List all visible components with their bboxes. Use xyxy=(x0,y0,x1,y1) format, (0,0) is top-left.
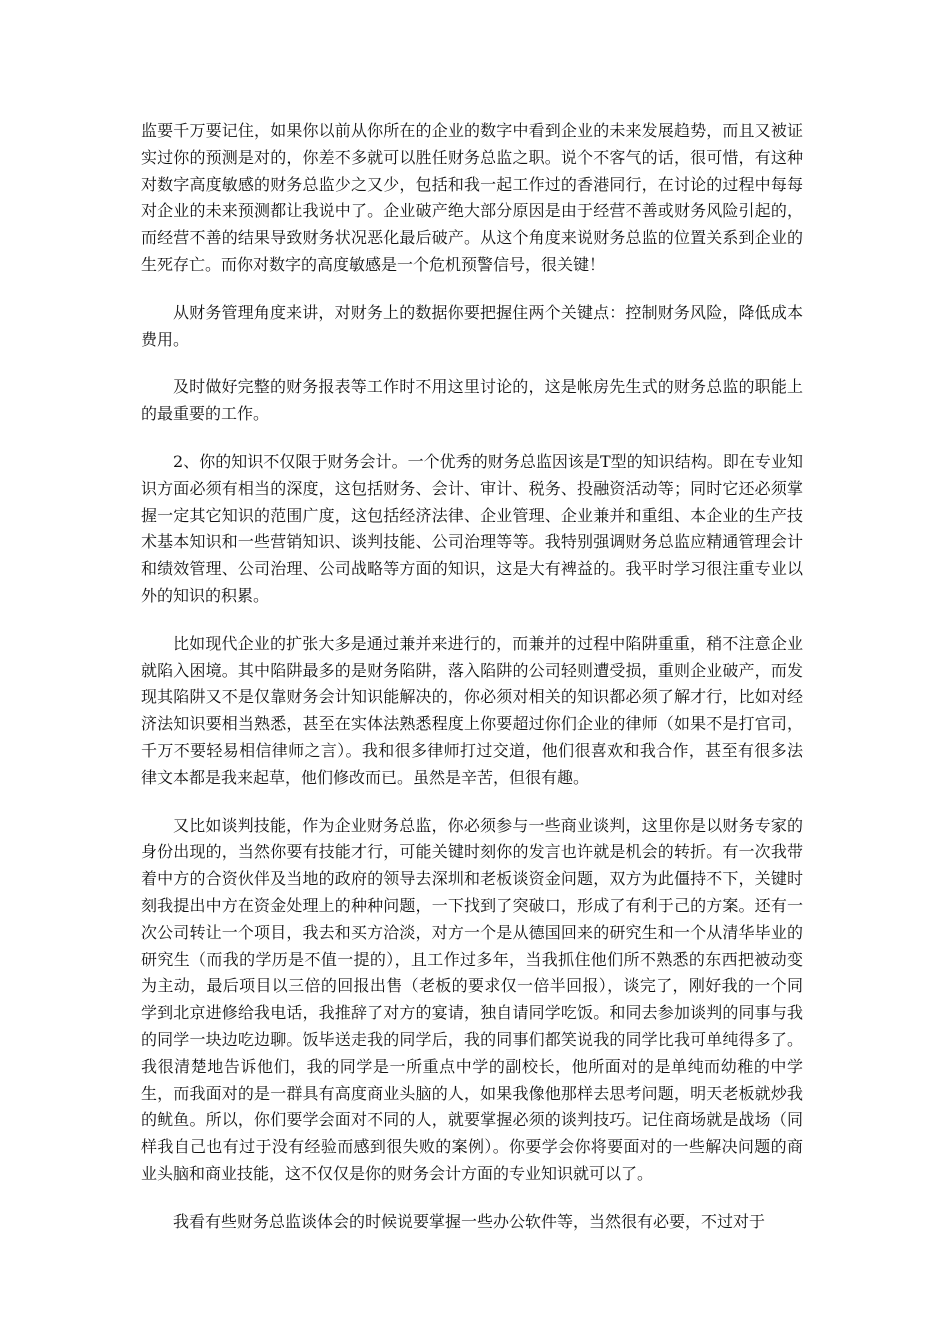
paragraph-negotiation: 又比如谈判技能，作为企业财务总监，你必须参与一些商业谈判，这里你是以财务专家的身份出现的，当然你要有技能才行，可能关键时刻你的发言也许就是机会的转折。有一次我带着中方的合资伙伴及当地的政府的领导去深圳和老板谈资金问题，双方为此僵持不下，关键时刻我提出中方在资金处理上的种种问题，一下找到了突破口，形成了有利于己的方案。还有一次公司转让一个项目，我去和买方洽淡，对方一个是从德国回来的研究生和一个从清华毕业的研究生（而我的学历是不值一提的），且工作过多年，当我抓住他们所不熟悉的东西把被动变为主动，最后项目以三倍的回报出售（老板的要求仅一倍半回报），谈完了，刚好我的一个同学到北京进修给我电话，我推辞了对方的宴请，独自请同学吃饭。和同去参加谈判的同事与我的同学一块边吃边聊。饭毕送走我的同学后，我的同事们都笑说我的同学比我可单纯得多了。我很清楚地告诉他们，我的同学是一所重点中学的副校长，他所面对的是单纯而幼稚的中学生，而我面对的是一群具有高度商业头脑的人，如果我像他那样去思考问题，明天老板就炒我的鱿鱼。所以，你们要学会面对不同的人，就要掌握必须的谈判技巧。记住商场就是战场（同样我自己也有过于没有经验而感到很失败的案例）。你要学会你将要面对的一些解决问题的商业头脑和商业技能，这不仅仅是你的财务会计方面的专业知识就可以了。 xyxy=(141,815,803,1183)
paragraph-office-software: 我看有些财务总监谈体会的时候说要掌握一些办公软件等，当然很有必要，不过对于 xyxy=(173,1211,766,1231)
paragraph-financial-management: 从财务管理角度来讲，对财务上的数据你要把握住两个关键点：控制财务风险，降低成本费用。 xyxy=(141,302,803,349)
paragraph-knowledge-structure: 2、你的知识不仅限于财务会计。一个优秀的财务总监因该是T型的知识结构。即在专业知识方面必须有相当的深度，这包括财务、会计、审计、税务、投融资活动等；同时它还必须掌握一定其它知识的范围广度，这包括经济法律、企业管理、企业兼并和重组、本企业的生产技术基本知识和一些营销知识、谈判技能、公司治理等等。我特别强调财务总监应精通管理会计和绩效管理、公司治理、公司战略等方面的知识，这是大有裨益的。我平时学习很注重专业以外的知识的积累。 xyxy=(141,451,803,605)
paragraph-mergers: 比如现代企业的扩张大多是通过兼并来进行的，而兼并的过程中陷阱重重，稍不注意企业就陷入困境。其中陷阱最多的是财务陷阱，落入陷阱的公司轻则遭受损，重则企业破产，而发现其陷阱又不是仅靠财务会计知识能解决的，你必须对相关的知识都必须了解才行，比如对经济法知识要相当熟悉，甚至在实体法熟悉程度上你要超过你们企业的律师（如果不是打官司，千万不要轻易相信律师之言）。我和很多律师打过交道，他们很喜欢和我合作，甚至有很多法律文本都是我来起草，他们修改而已。虽然是辛苦，但很有趣。 xyxy=(141,633,803,787)
paragraph-financial-reports: 及时做好完整的财务报表等工作时不用这里讨论的，这是帐房先生式的财务总监的职能上的最重要的工作。 xyxy=(141,377,803,424)
document-body xyxy=(141,118,803,1256)
paragraph-continuation: 监要千万要记住，如果你以前从你所在的企业的数字中看到企业的未来发展趋势，而且又被证实过你的预测是对的，你差不多就可以胜任财务总监之职。说个不客气的话，很可惜，有这种对数字高度敏感的财务总监少之又少，包括和我一起工作过的香港同行，在讨论的过程中每每对企业的未来预测都让我说中了。企业破产绝大部分原因是由于经营不善或财务风险引起的，而经营不善的结果导致财务状况恶化最后破产。从这个角度来说财务总监的位置关系到企业的生死存亡。而你对数字的高度敏感是一个危机预警信号，很关键！ xyxy=(141,121,803,274)
